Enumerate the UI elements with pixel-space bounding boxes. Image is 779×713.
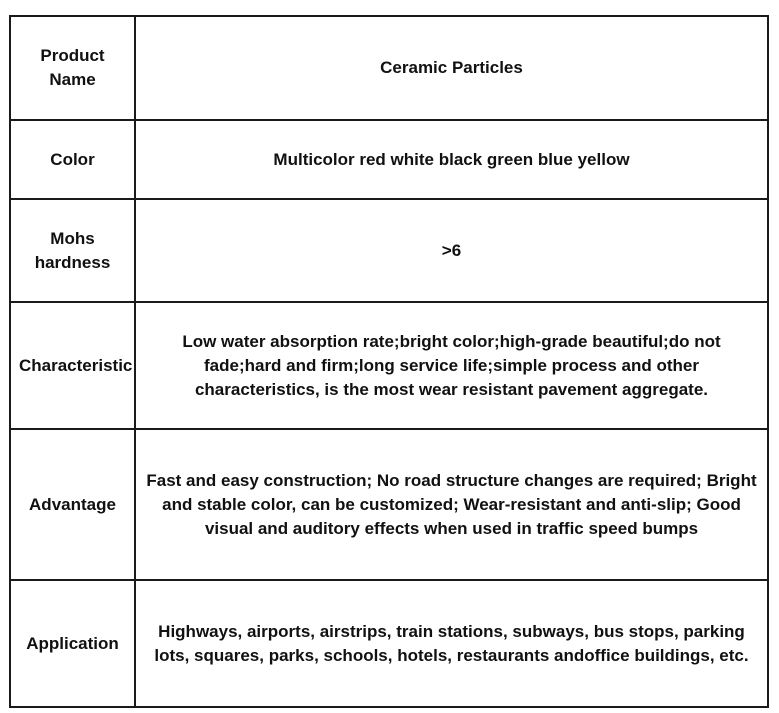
table-row-application xyxy=(10,580,768,707)
table-row-mohs-hardness xyxy=(10,199,768,302)
product-spec-table xyxy=(9,15,769,708)
table-row-characteristic xyxy=(10,302,768,429)
row-label-mohs-hardness: Mohs hardness xyxy=(10,199,135,302)
row-label-characteristic: Characteristic xyxy=(10,302,135,429)
row-value-characteristic: Low water absorption rate;bright color;high-grade beautiful;do not fade;hard and firm;long service life;simple process and other characteristics, is the most wear resistant pavement aggregate. xyxy=(135,302,768,429)
row-value-color: Multicolor red white black green blue yellow xyxy=(135,120,768,199)
table-row-product-name xyxy=(10,16,768,120)
table-row-advantage xyxy=(10,429,768,580)
row-value-application: Highways, airports, airstrips, train stations, subways, bus stops, parking lots, squares, parks, schools, hotels, restaurants andoffice buildings, etc. xyxy=(135,580,768,707)
row-value-advantage: Fast and easy construction; No road structure changes are required; Bright and stable color, can be customized; Wear-resistant and anti-slip; Good visual and auditory effects when used in traffic speed bumps xyxy=(135,429,768,580)
table-row-color xyxy=(10,120,768,199)
row-label-advantage: Advantage xyxy=(10,429,135,580)
row-value-product-name: Ceramic Particles xyxy=(135,16,768,120)
row-label-application: Application xyxy=(10,580,135,707)
row-value-mohs-hardness: >6 xyxy=(135,199,768,302)
row-label-product-name: Product Name xyxy=(10,16,135,120)
row-label-color: Color xyxy=(10,120,135,199)
